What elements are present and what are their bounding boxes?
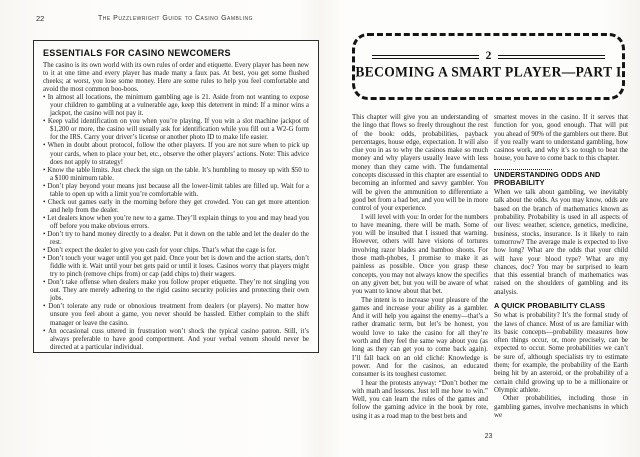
sidebar-intro: The casino is its own world with its own rules of order and etiquette. Every player has been new to it at one time and every player has made many a faux pas. At best, you get some flushed cheeks; at worst, you lose some money. Here are some rules to help you feel comfortable and avoid the most common boo-boos. — [43, 62, 309, 94]
list-item: • Keep valid identification on you when you’re playing. If you win a slot machine jackpot of $1,200 or more, the casino will usually ask for identification while you fill out a W2-G form for the IRS. Carry your driver’s license or another photo ID to make life easier. — [43, 118, 309, 142]
running-head: The Puzzlewright Guide to Casino Gambling — [97, 15, 254, 22]
paragraph: So what is probability? It’s the formal study of the laws of chance. Most of us are familiar with its basic concepts—probability measures how often things occur, or, more precisely, can be expected to occur. Some probabilities we can’t be sure of, although specialists try to estimate them; for example, the probability of the Earth being hit by an asteroid, or the probability of a certain child growing up to be a millionaire or Olympic athlete. — [494, 312, 628, 394]
chapter-number-row — [372, 51, 605, 62]
list-item: • Don’t touch your wager until you get paid. Once your bet is down and the action starts, don’t fiddle with it. Wait until your bet gets paid or until it loses. Casinos worry that players might try to pinch (remove chips from) or cap (add chips to) their wagers. — [43, 255, 309, 279]
text-column-1 — [352, 114, 488, 435]
section-heading-probability-class: A QUICK PROBABILITY CLASS — [494, 301, 606, 311]
list-item: • Don’t play beyond your means just because all the lower-limit tables are filled up. Wait for a table to open up with a limit you’re comfortable with. — [43, 183, 309, 199]
paragraph: The intent is to increase your pleasure of the games and increase your ability as a gambler. And it will help you against the enemy—that’s a rather dramatic term, but let’s be honest, you would love to take the casino for all they’re worth and they feel the same way about you (as long as they can get you to come back again). I’ll fall back on an old cliché: Knowledge is power. And for the casinos, an educated consumer is its toughest customer. — [352, 296, 488, 379]
list-item: • In almost all locations, the minimum gambling age is 21. Aside from not wanting to expose your children to gambling at a vulnerable age, keep this deterrent in mind: If a minor wins a jackpot, the casino will not pay it. — [43, 94, 309, 118]
paragraph: I will level with you: In order for the numbers to have meaning, there will be math. Some of you will be insulted that I issued that warning. However, others will have visions of tortures involving razor blades and bamboo shoots. For those math-phobes, I promise to make it as painless as possible. Once you grasp these concepts, you may not always know the specifics on any given bet, but you will be aware of what you want to know about that bet. — [352, 213, 488, 296]
chapter-number: 2 — [485, 50, 492, 62]
list-item: • Let dealers know when you’re new to a game. They’ll explain things to you and may head you off before you make obvious errors. — [43, 215, 309, 231]
paragraph: When we talk about gambling, we inevitably talk about the odds. As you may know, odds are based on the branch of mathematics known as probability. Probability is used in all aspects of our lives: weather, science, genetics, medicine, business, stocks, insurance. Is it likely to rain tomorrow? The average male is expected to live how long? What are the odds that your child will have your blood type? What are my chances, doc? You may be surprised to learn that this essential branch of mathematics was raised on the shoulders of gambling and its analysis. — [494, 189, 628, 296]
list-item: • An occasional cuss uttered in frustration won’t shock the typical casino patron. Still, it’s always preferable to have good comportment. And your verbal venom should never be directed at a particular individual. — [43, 328, 309, 352]
list-item: • Don’t tolerate any rude or obnoxious treatment from dealers (or players). No matter how unsure you feel about a game, you never should be hassled. Either complain to the shift manager or leave the casino. — [43, 303, 309, 327]
paragraph: This chapter will give you an understanding of the lingo that flows so freely throughout the rest of the book: odds, probabilities, payback percentages, house edge, expectation. It will also clue you in as to why the casinos make so much money and why players usually leave with less money than they came with. The fundamental concepts discussed in this chapter are essential to becoming an informed and savvy gambler. You will be given the ammunition to differentiate a good bet from a bad bet, and you will be in more control of your experience. — [352, 114, 488, 213]
sidebar-title: ESSENTIALS FOR CASINO NEWCOMERS — [43, 48, 231, 58]
sidebar-bullet-list — [43, 94, 309, 352]
list-item: • Don’t try to hand money directly to a dealer. Put it down on the table and let the dealer do the rest. — [43, 231, 309, 247]
double-rule-left — [372, 55, 479, 59]
chapter-heading-box — [352, 33, 625, 100]
chapter-title: BECOMING A SMART PLAYER—PART I — [355, 63, 622, 80]
text-column-2 — [494, 114, 628, 435]
paragraph: I hear the protests anyway: “Don’t bother me with math and lessons. Just tell me how to win.” Well, you can learn the rules of the games and follow the gaming advice in the book by rote, using it as a road map to the best bets and — [352, 379, 488, 420]
list-item: • Don’t expect the dealer to give you cash for your chips. That’s what the cage is for. — [43, 247, 309, 255]
double-rule-right — [498, 55, 605, 59]
essentials-sidebar-box — [33, 40, 319, 353]
sidebar-body — [43, 62, 309, 352]
list-item: • Don’t take offense when dealers make you follow proper etiquette. They’re not singling you out. They are merely adhering to the rigid casino security policies and protecting their own jobs. — [43, 279, 309, 303]
list-item: • Know the table limits. Just check the sign on the table. It’s humbling to mosey up with $50 to a $100 minimum table. — [43, 167, 309, 183]
section-heading-odds-probability: UNDERSTANDING ODDS AND PROBABILITY — [494, 169, 601, 187]
right-page-number: 23 — [484, 433, 493, 440]
list-item: • When in doubt about protocol, follow the other players. If you are not sure when to pick up your cards, when to place your bet, etc., observe the other players’ actions. Note: This advice does not apply to strategy! — [43, 142, 309, 166]
paragraph: smartest moves in the casino. If it serves that function for you, good enough. That will put you ahead of 90% of the gamblers out there. But if you really want to understand gambling, how casinos work, and why it’s so tough to beat the house, you have to come back to this chapter. — [494, 114, 628, 163]
paragraph: Other probabilities, including those in gambling games, involve mechanisms in which we — [494, 395, 628, 419]
list-item: • Check out games early in the morning before they get crowded. You can get more attention and help from the dealer. — [43, 199, 309, 215]
left-page-number: 22 — [36, 14, 45, 23]
